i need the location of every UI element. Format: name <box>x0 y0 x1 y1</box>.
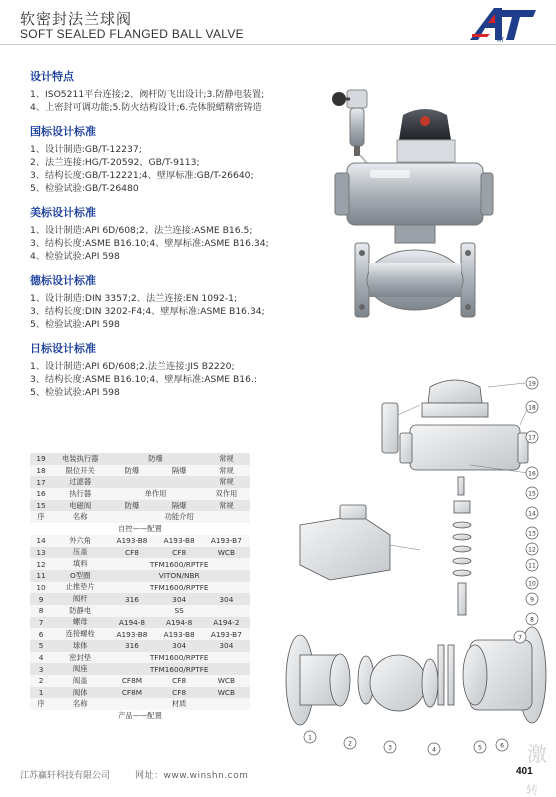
part-number: 6 <box>30 628 52 640</box>
callout-number: 11 <box>528 562 536 570</box>
page-number: 401 <box>516 766 533 777</box>
part-number: 13 <box>30 547 52 559</box>
part-spec: 常规 <box>203 465 250 477</box>
part-spec: 防爆 <box>108 500 155 512</box>
part-number: 4 <box>30 652 52 664</box>
part-number: 12 <box>30 558 52 570</box>
part-spec: CF8 <box>156 547 203 559</box>
callout-number: 7 <box>518 634 522 642</box>
limit-switch-base <box>422 403 488 417</box>
footer-url: 网址：www.winshn.com <box>135 771 249 781</box>
callout-badge <box>344 737 356 749</box>
part-spec: 316 <box>108 593 155 605</box>
part-spec: 防爆 <box>108 453 202 465</box>
callout-badge <box>514 631 526 643</box>
callout-badge <box>526 467 538 479</box>
actuator-shape <box>410 425 520 470</box>
part-spec: TFM1600/RPTFE <box>108 582 250 594</box>
parts-table-row <box>30 582 250 594</box>
callout-badge <box>526 543 538 555</box>
callout-badge <box>526 377 538 389</box>
part-name: 执行器 <box>52 488 108 500</box>
section-design-features <box>30 70 320 115</box>
callout-badge <box>428 743 440 755</box>
part-spec: 隔爆 <box>156 500 203 512</box>
exploded-view-diagram <box>270 365 550 760</box>
brand-logo-text: AT <box>497 38 505 44</box>
parts-table-divider <box>30 710 250 722</box>
part-number: 10 <box>30 582 52 594</box>
part-spec: 304 <box>203 593 250 605</box>
part-spec: 功能介绍 <box>108 511 250 523</box>
part-name: 限位开关 <box>52 465 108 477</box>
section-line: 5、检验试验:API 598 <box>30 387 120 399</box>
part-spec: WCB <box>203 547 250 559</box>
part-name: 名称 <box>52 698 108 710</box>
callout-number: 14 <box>528 510 536 518</box>
parts-table-row <box>30 675 250 687</box>
parts-table-row <box>30 628 250 640</box>
part-spec: A194-2 <box>203 617 250 629</box>
callout-badge <box>474 741 486 753</box>
callout-badge <box>526 613 538 625</box>
parts-table-row <box>30 511 250 523</box>
valve-product-photo <box>325 85 495 325</box>
callout-number: 17 <box>528 434 536 442</box>
part-name: 防静电 <box>52 605 108 617</box>
part-spec: TFM1600/RPTFE <box>108 558 250 570</box>
parts-divider-label: 产品——配置 <box>30 710 250 722</box>
callout-badge <box>496 739 508 751</box>
part-spec: A194-8 <box>156 617 203 629</box>
part-spec: A193-B8 <box>108 628 155 640</box>
part-name: 阀杆 <box>52 593 108 605</box>
callout-number: 1 <box>308 734 312 742</box>
part-spec: 单作用 <box>108 488 202 500</box>
section-line: 1、ISO5211平台连接;2、阀杆防飞出设计;3.防静电装置; <box>30 89 265 100</box>
callout-number: 12 <box>528 546 536 554</box>
part-spec: CF8 <box>156 687 203 699</box>
callout-number: 4 <box>432 746 436 754</box>
part-spec: A194-8 <box>108 617 155 629</box>
section-line: 1、设计制造:DIN 3357;2、法兰连接:EN 1092-1; <box>30 292 238 304</box>
part-spec: A193-B7 <box>203 628 250 640</box>
part-spec: 双作用 <box>203 488 250 500</box>
part-name: 名称 <box>52 511 108 523</box>
section-line: 4、检验试验:API 598 <box>30 251 120 263</box>
parts-table-row <box>30 488 250 500</box>
callout-badge <box>526 577 538 589</box>
callout-badge <box>304 731 316 743</box>
section-line: 1、设计制造:API 6D/608;2.法兰连接:JIS B2220; <box>30 360 235 372</box>
part-spec: WCB <box>203 687 250 699</box>
part-spec: CF8 <box>156 675 203 687</box>
part-name: 阀体 <box>52 687 108 699</box>
parts-table-row <box>30 640 250 652</box>
part-spec: 常规 <box>203 476 250 488</box>
part-spec: 防爆 <box>108 465 155 477</box>
section-gb-standards <box>30 125 320 196</box>
parts-table-row <box>30 453 250 465</box>
parts-table-row <box>30 535 250 547</box>
part-spec: CF8 <box>108 547 155 559</box>
section-line: 3、结构长度:DIN 3202-F4;4、壁厚标准:ASME B16.34; <box>30 305 265 317</box>
parts-table-row <box>30 476 250 488</box>
part-name: 外六角 <box>52 535 108 547</box>
parts-table-row <box>30 663 250 675</box>
footer-company: 江苏赢轩科技有限公司 <box>20 771 111 781</box>
parts-divider-label: 自控——配置 <box>30 523 250 535</box>
parts-table-row <box>30 593 250 605</box>
callout-number: 19 <box>528 380 536 388</box>
callout-number: 2 <box>348 740 352 748</box>
part-name: 止推垫片 <box>52 582 108 594</box>
part-name: 电磁阀 <box>52 500 108 512</box>
part-spec <box>108 476 202 488</box>
part-spec: TFM1600/RPTFE <box>108 652 250 664</box>
callout-number: 9 <box>530 596 534 604</box>
section-title: 德标设计标准 <box>30 273 96 287</box>
part-number: 16 <box>30 488 52 500</box>
section-title: 国标设计标准 <box>30 124 96 138</box>
part-spec: A193-B8 <box>108 535 155 547</box>
part-spec: VITON/NBR <box>108 570 250 582</box>
part-number: 19 <box>30 453 52 465</box>
part-name: 填料 <box>52 558 108 570</box>
callout-badge <box>526 507 538 519</box>
watermark-char: 转 <box>526 783 539 797</box>
parts-table-row <box>30 605 250 617</box>
part-spec: TFM1600/RPTFE <box>108 663 250 675</box>
part-number: 14 <box>30 535 52 547</box>
section-line: 3、结构长度:GB/T-12221;4、壁厚标准:GB/T-26640; <box>30 170 254 182</box>
part-name: 球体 <box>52 640 108 652</box>
part-spec: A193-B8 <box>156 628 203 640</box>
parts-table <box>30 453 250 722</box>
part-name: 过滤器 <box>52 476 108 488</box>
parts-table-row <box>30 500 250 512</box>
parts-table-row <box>30 652 250 664</box>
section-line: 2、法兰连接:HG/T-20592、GB/T-9113; <box>30 156 200 168</box>
section-line: 5、检验试验:API 598 <box>30 319 120 331</box>
part-spec: CF8M <box>108 687 155 699</box>
part-spec: SS <box>108 605 250 617</box>
part-number: 18 <box>30 465 52 477</box>
section-title: 日标设计标准 <box>30 341 96 355</box>
part-spec: 316 <box>108 640 155 652</box>
callout-badge <box>526 431 538 443</box>
part-number: 11 <box>30 570 52 582</box>
header-divider <box>0 44 556 45</box>
callout-number: 10 <box>528 580 536 588</box>
parts-table-row <box>30 687 250 699</box>
section-title: 美标设计标准 <box>30 205 96 219</box>
section-de-standards <box>30 274 320 332</box>
part-number: 2 <box>30 675 52 687</box>
callout-number: 15 <box>528 490 536 498</box>
part-name: 压盖 <box>52 547 108 559</box>
part-spec: 304 <box>203 640 250 652</box>
section-line: 4、上密封可调功能;5.防火结构设计;6.壳体脱蜡精密铸造 <box>30 102 262 114</box>
watermark-char: 激 <box>527 742 547 766</box>
part-number: 17 <box>30 476 52 488</box>
part-number: 5 <box>30 640 52 652</box>
part-number: 1 <box>30 687 52 699</box>
callout-badge <box>526 527 538 539</box>
callout-badge <box>384 741 396 753</box>
part-name: O型圈 <box>52 570 108 582</box>
part-spec: A193-B8 <box>156 535 203 547</box>
callout-badge <box>526 401 538 413</box>
callout-number: 16 <box>528 470 536 478</box>
part-number: 7 <box>30 617 52 629</box>
part-spec: 材质 <box>108 698 250 710</box>
page-title: 软密封法兰球阀 <box>20 10 133 28</box>
part-spec: 隔爆 <box>156 465 203 477</box>
part-name: 电装执行器 <box>52 453 108 465</box>
callout-number: 13 <box>528 530 536 538</box>
section-line: 1、设计制造:GB/T-12237; <box>30 143 142 155</box>
limit-switch-shape <box>428 380 482 403</box>
parts-table-row <box>30 698 250 710</box>
callout-badge <box>526 593 538 605</box>
part-name: 阀座 <box>52 663 108 675</box>
parts-table-divider <box>30 523 250 535</box>
callout-number: 6 <box>500 742 504 750</box>
section-title: 设计特点 <box>30 70 74 83</box>
callout-number: 18 <box>528 404 536 412</box>
section-line: 3、结构长度:ASME B16.10;4、壁厚标准:ASME B16.: <box>30 373 258 385</box>
ball-shape <box>370 655 426 711</box>
part-name: 连接螺栓 <box>52 628 108 640</box>
part-number: 8 <box>30 605 52 617</box>
callout-badge <box>526 559 538 571</box>
part-number: 9 <box>30 593 52 605</box>
part-number: 3 <box>30 663 52 675</box>
parts-table-body <box>30 453 250 722</box>
section-line: 1、设计制造:API 6D/608;2、法兰连接:ASME B16.5; <box>30 224 253 236</box>
parts-table-row <box>30 558 250 570</box>
parts-table-row <box>30 570 250 582</box>
callout-number: 5 <box>478 744 482 752</box>
part-number: 序 <box>30 511 52 523</box>
filter-shape <box>382 403 398 453</box>
callout-number: 3 <box>388 744 392 752</box>
part-spec: 304 <box>156 640 203 652</box>
parts-table-row <box>30 617 250 629</box>
part-number: 15 <box>30 500 52 512</box>
part-name: 密封垫 <box>52 652 108 664</box>
page-subtitle: SOFT SEALED FLANGED BALL VALVE <box>20 27 244 41</box>
part-spec: CF8M <box>108 675 155 687</box>
part-number: 序 <box>30 698 52 710</box>
callout-number: 8 <box>530 616 534 624</box>
stem-shape <box>458 583 466 615</box>
part-spec: 常规 <box>203 500 250 512</box>
standards-sections <box>30 70 320 409</box>
section-line: 5、检验试验:GB/T-26480 <box>30 183 139 195</box>
section-line: 3、结构长度:ASME B16.10;4、壁厚标准:ASME B16.34; <box>30 238 269 250</box>
part-spec: 常规 <box>203 453 250 465</box>
part-name: 阀盖 <box>52 675 108 687</box>
part-spec: A193-B7 <box>203 535 250 547</box>
part-spec: 304 <box>156 593 203 605</box>
parts-table-row <box>30 547 250 559</box>
section-us-standards <box>30 206 320 264</box>
parts-table-row <box>30 465 250 477</box>
part-spec: WCB <box>203 675 250 687</box>
part-name: 螺母 <box>52 617 108 629</box>
electric-actuator-shape <box>300 515 390 580</box>
callout-badge <box>526 487 538 499</box>
